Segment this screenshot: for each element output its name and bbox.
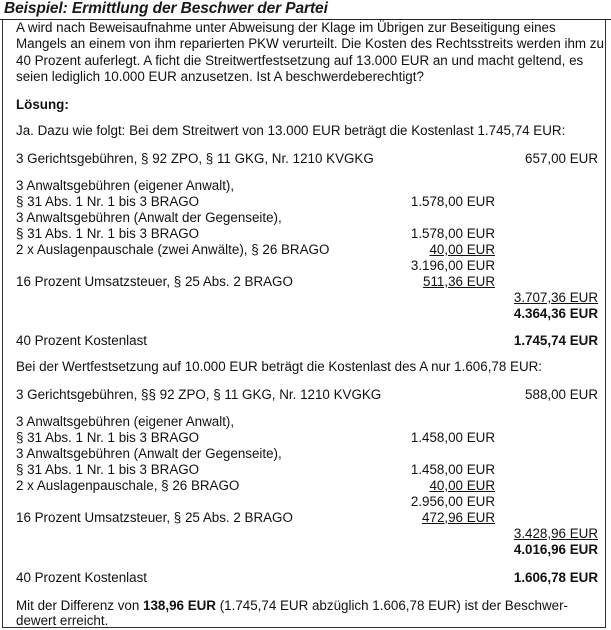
- part2-own-lawyer-line1: 3 Anwaltsgebühren (eigener Anwalt),: [16, 414, 235, 429]
- loesung-label: Lösung:: [16, 97, 69, 112]
- part1-vat-label: 16 Prozent Umsatzsteuer, § 25 Abs. 2 BRAGO: [16, 274, 293, 289]
- part1-opp-lawyer-line1: 3 Anwaltsgebühren (Anwalt der Gegenseite),: [16, 210, 282, 225]
- part2-opp-lawyer-line2: § 31 Abs. 1 Nr. 1 bis 3 BRAGO: [16, 462, 200, 477]
- part1-lawyer-total: 3.707,36 EUR: [513, 290, 598, 305]
- page-title: Beispiel: Ermittlung der Beschwer der Partei: [4, 0, 328, 17]
- part1-court-fees-label: 3 Gerichtsgebühren, § 92 ZPO, § 11 GKG, Nr. 1210 KVGKG: [16, 151, 374, 166]
- part2-vat-label: 16 Prozent Umsatzsteuer, § 25 Abs. 2 BRAGO: [16, 510, 293, 525]
- part1-expenses-label: 2 x Auslagenpauschale (zwei Anwälte), § 26 BRAGO: [16, 242, 330, 257]
- part1-own-lawyer-line1: 3 Anwaltsgebühren (eigener Anwalt),: [16, 178, 235, 193]
- part1-vat-amount: 511,36 EUR: [423, 274, 495, 289]
- part2-share-amount: 1.606,78 EUR: [513, 570, 598, 585]
- part1-own-lawyer-line2: § 31 Abs. 1 Nr. 1 bis 3 BRAGO: [16, 194, 200, 209]
- part1-share-amount: 1.745,74 EUR: [513, 333, 598, 348]
- intro-paragraph: A wird nach Beweisaufnahme unter Abweisung der Klage im Übrigen zur Beseitigung eines Mangels an einem von ihm reparierten PKW verurteilt. Die Kosten des Rechtsstreits werden ihm zu 40 Prozent auferlegt. A ficht die Streitwertfestsetzung auf 13.000 EUR an und macht geltend, es seien lediglich 10.000 EUR anzusetzen. Ist A beschwerdeberechtigt?: [16, 20, 604, 84]
- part2-share-label: 40 Prozent Kostenlast: [16, 570, 148, 585]
- part2-vat-amount: 472,96 EUR: [422, 510, 495, 525]
- part2-expenses-label: 2 x Auslagenpauschale, § 26 BRAGO: [16, 478, 240, 493]
- part1-own-lawyer-amount: 1.578,00 EUR: [410, 194, 495, 209]
- part2-court-fees-amount: 588,00 EUR: [525, 387, 598, 402]
- part2-own-lawyer-amount: 1.458,00 EUR: [410, 430, 495, 445]
- part1-court-fees-amount: 657,00 EUR: [525, 151, 598, 166]
- part2-own-lawyer-line2: § 31 Abs. 1 Nr. 1 bis 3 BRAGO: [16, 430, 200, 445]
- part1-grand-total: 4.364,36 EUR: [513, 306, 598, 321]
- part1-expenses-amount: 40,00 EUR: [429, 242, 495, 257]
- part2-heading: Bei der Wertfestsetzung auf 10.000 EUR beträgt die Kostenlast des A nur 1.606,78 EUR:: [16, 359, 543, 374]
- part2-opp-lawyer-amount: 1.458,00 EUR: [410, 462, 495, 477]
- conclusion-difference: 138,96 EUR: [143, 598, 216, 613]
- part2-opp-lawyer-line1: 3 Anwaltsgebühren (Anwalt der Gegenseite),: [16, 446, 282, 461]
- conclusion-line2: dewert erreicht.: [16, 613, 109, 628]
- conclusion-prefix: Mit der Differenz von: [16, 598, 144, 613]
- part1-opp-lawyer-amount: 1.578,00 EUR: [410, 226, 495, 241]
- title-bar: [0, 0, 611, 20]
- part2-lawyer-total: 3.428,96 EUR: [513, 526, 598, 541]
- part2-expenses-amount: 40,00 EUR: [429, 478, 495, 493]
- part1-share-label: 40 Prozent Kostenlast: [16, 333, 148, 348]
- part1-opp-lawyer-line2: § 31 Abs. 1 Nr. 1 bis 3 BRAGO: [16, 226, 200, 241]
- conclusion-line1: [16, 598, 568, 614]
- part1-heading: Ja. Dazu wie folgt: Bei dem Streitwert von 13.000 EUR beträgt die Kostenlast 1.745,74 EUR:: [16, 123, 566, 138]
- part1-subtotal: 3.196,00 EUR: [410, 258, 495, 273]
- part2-court-fees-label: 3 Gerichtsgebühren, §§ 92 ZPO, § 11 GKG, Nr. 1210 KVGKG: [16, 387, 382, 402]
- conclusion-middle: (1.745,74 EUR abzüglich 1.606,78 EUR) ist der Beschwer-: [215, 598, 569, 613]
- part2-grand-total: 4.016,96 EUR: [513, 542, 598, 557]
- part2-subtotal: 2.956,00 EUR: [410, 494, 495, 509]
